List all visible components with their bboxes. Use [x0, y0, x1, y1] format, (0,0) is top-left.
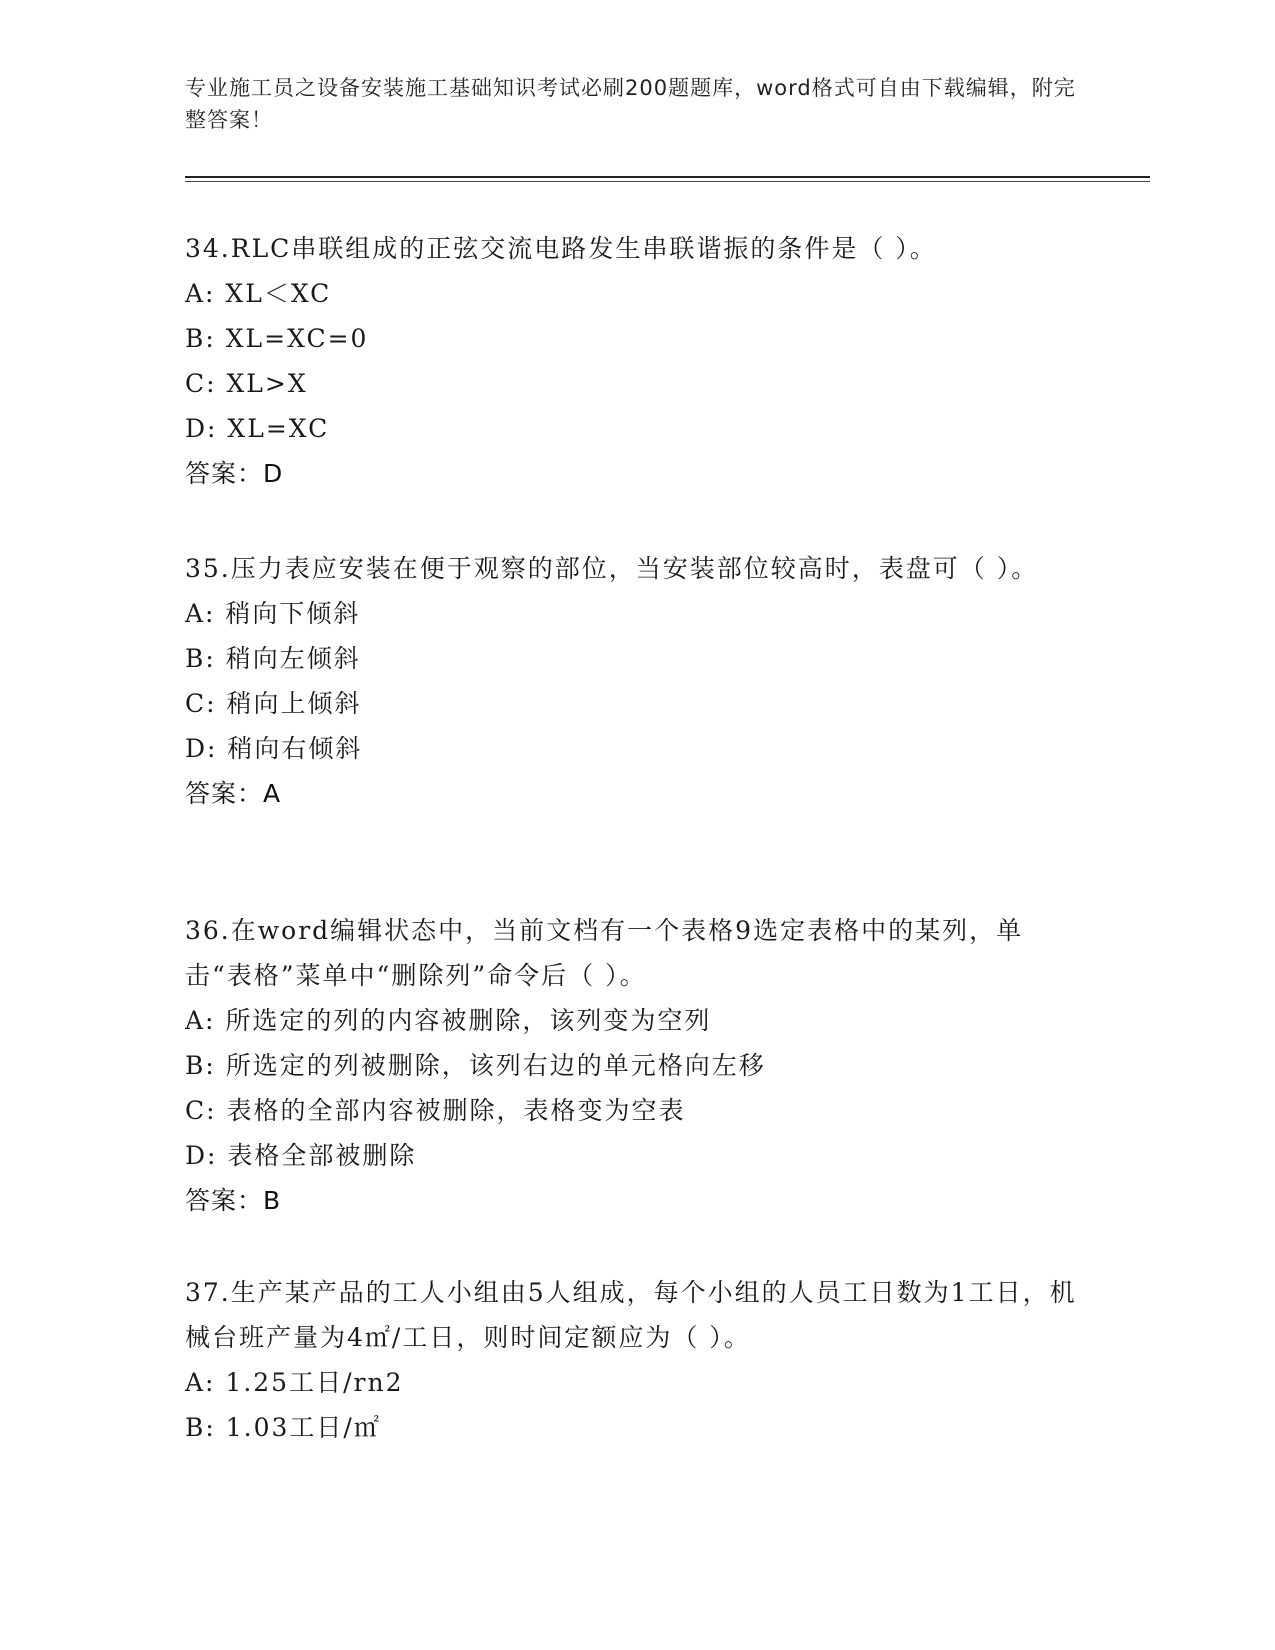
question-34	[185, 226, 1085, 496]
question-stem: 36.在word编辑状态中，当前文档有一个表格9选定表格中的某列，单击“表格”菜单中“删除列”命令后（ ）。	[185, 916, 1024, 990]
answer-label: 答案：B	[185, 1186, 282, 1215]
question-36	[185, 908, 1085, 1223]
header-divider-thin	[185, 181, 1150, 182]
option-a: A: 1.25工日/rn2	[185, 1368, 404, 1397]
option-a: A: XL＜XC	[185, 279, 332, 308]
question-37	[185, 1270, 1085, 1450]
answer-label: 答案：A	[185, 779, 282, 808]
question-stem: 34.RLC串联组成的正弦交流电路发生串联谐振的条件是（ ）。	[185, 234, 937, 263]
question-stem: 37.生产某产品的工人小组由5人组成，每个小组的人员工日数为1工日，机械台班产量为4㎡/工日，则时间定额应为（ ）。	[185, 1278, 1077, 1352]
option-b: B: XL=XC=0	[185, 324, 369, 353]
option-b: B: 1.03工日/㎡	[185, 1413, 381, 1442]
option-d: D: 表格全部被删除	[185, 1141, 417, 1170]
header-divider-thick	[185, 176, 1150, 178]
option-c: C: XL>X	[185, 369, 308, 398]
option-a: A: 稍向下倾斜	[185, 599, 361, 628]
option-b: B: 稍向左倾斜	[185, 644, 361, 673]
option-d: D: XL=XC	[185, 414, 330, 443]
answer-label: 答案：D	[185, 459, 284, 488]
question-35	[185, 546, 1085, 816]
option-a: A: 所选定的列的内容被删除，该列变为空列	[185, 1006, 712, 1035]
option-c: C: 表格的全部内容被删除，表格变为空表	[185, 1096, 686, 1125]
question-stem: 35.压力表应安装在便于观察的部位，当安装部位较高时，表盘可（ ）。	[185, 554, 1039, 583]
option-b: B: 所选定的列被删除，该列右边的单元格向左移	[185, 1051, 766, 1080]
option-c: C: 稍向上倾斜	[185, 689, 362, 718]
option-d: D: 稍向右倾斜	[185, 734, 363, 763]
document-header: 专业施工员之设备安装施工基础知识考试必刷200题题库，word格式可自由下载编辑，附完整答案！	[185, 76, 1076, 132]
